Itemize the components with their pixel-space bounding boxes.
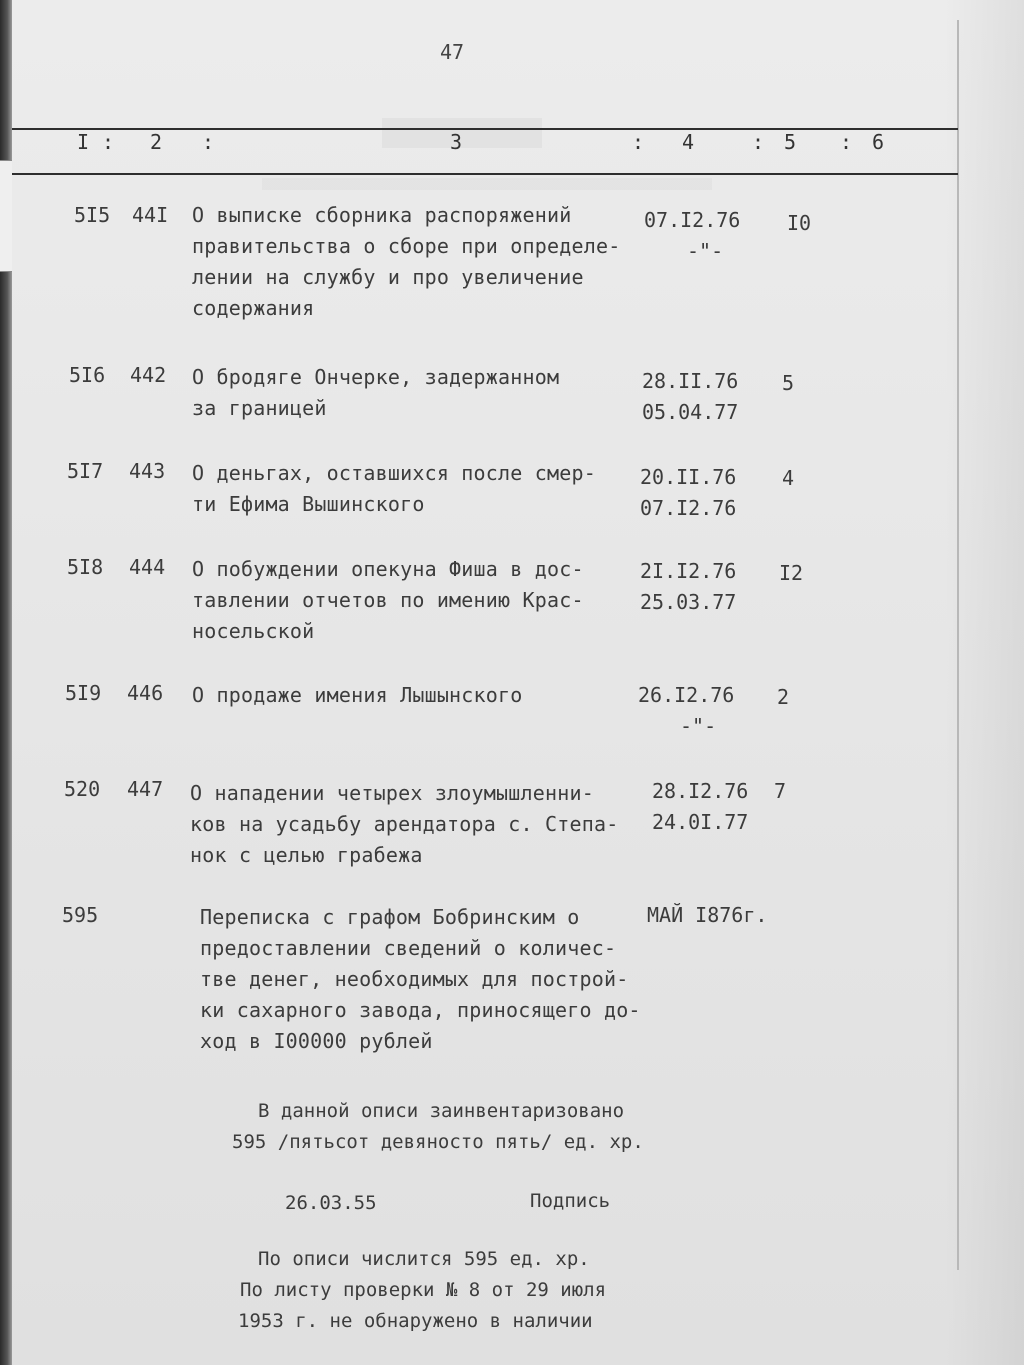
check-line: По описи числится 595 ед. хр. (258, 1248, 590, 1270)
row-number: 5I8 (67, 555, 104, 579)
row-sheet-count: 5 (782, 371, 795, 395)
row-date-start: 28.I2.76 (652, 779, 749, 803)
row-date-start: 07.I2.76 (644, 208, 741, 232)
header-rule-bottom (12, 173, 958, 175)
row-date-end: -"- (687, 239, 724, 263)
col-separator: : (840, 130, 853, 154)
col-separator: : (632, 130, 645, 154)
sheet-edge (957, 20, 959, 1270)
bleed-through-mark (262, 178, 712, 190)
row-number: 5I9 (65, 681, 102, 705)
document-page (12, 0, 1024, 1365)
col-header-4: 4 (682, 130, 695, 154)
row-title-line: нок с целью грабежа (190, 843, 423, 867)
row-title-line: лении на службу и про увеличение (192, 265, 584, 289)
row-title-line: тве денег, необходимых для построй- (200, 967, 629, 991)
summary-count-line: 595 /пятьсот девяносто пять/ ед. хр. (232, 1131, 644, 1153)
row-date-start: 28.II.76 (642, 369, 739, 393)
row-sheet-count: 2 (777, 685, 790, 709)
check-line: 1953 г. не обнаружено в наличии (238, 1310, 593, 1332)
col-separator: : (202, 130, 215, 154)
col-separator: : (102, 130, 115, 154)
row-date-end: 07.I2.76 (640, 496, 737, 520)
row-date-end: 24.0I.77 (652, 810, 749, 834)
col-header-3: 3 (450, 130, 463, 154)
row-title-line: О продаже имения Лышынского (192, 683, 523, 707)
row-title-line: ки сахарного завода, приносящего до- (200, 998, 641, 1022)
row-sheet-count: 7 (774, 779, 787, 803)
row-number: 5I6 (69, 363, 106, 387)
row-title-line: за границей (192, 396, 327, 420)
row-title-line: ход в I00000 рублей (200, 1029, 433, 1053)
signature-label: Подпись (530, 1190, 611, 1212)
page-number: 47 (439, 40, 465, 64)
row-number: 595 (62, 903, 99, 927)
row-date-start: 20.II.76 (640, 465, 737, 489)
row-old-number: 446 (127, 681, 164, 705)
row-number: 520 (64, 777, 101, 801)
row-number: 5I5 (74, 203, 111, 227)
row-title-line: Переписка с графом Бобринским о (200, 905, 580, 929)
row-title-line: предоставлении сведений о количес- (200, 936, 617, 960)
row-title-line: О побуждении опекуна Фиша в дос- (192, 557, 584, 581)
row-date-end: 25.03.77 (640, 590, 737, 614)
check-line: По листу проверки № 8 от 29 июля (240, 1279, 607, 1301)
row-title-line: О нападении четырех злоумышленни- (190, 781, 594, 805)
row-title-line: О деньгах, оставшихся после смер- (192, 461, 596, 485)
row-old-number: 443 (129, 459, 166, 483)
col-header-5: 5 (784, 130, 797, 154)
row-title-line: О бродяге Ончерке, задержанном (192, 365, 560, 389)
row-title-line: носельской (192, 619, 315, 643)
row-sheet-count: 4 (782, 466, 795, 490)
col-header-6: 6 (872, 130, 885, 154)
col-separator: : (752, 130, 765, 154)
row-old-number: 444 (129, 555, 166, 579)
row-sheet-count: I2 (779, 561, 804, 585)
row-sheet-count: I0 (787, 211, 812, 235)
row-date-start: 26.I2.76 (638, 683, 735, 707)
row-title-line: тавлении отчетов по имению Крас- (192, 588, 584, 612)
row-title-line: ти Ефима Вышинского (192, 492, 425, 516)
row-title-line: правительства о сборе при определе- (192, 234, 621, 258)
col-header-1: I (77, 130, 90, 154)
row-old-number: 442 (130, 363, 167, 387)
row-old-number: 447 (127, 777, 164, 801)
row-title-line: ков на усадьбу арендатора с. Степа- (190, 812, 619, 836)
row-number: 5I7 (67, 459, 104, 483)
row-date-start: 2I.I2.76 (640, 559, 737, 583)
row-title-line: О выписке сборника распоряжений (192, 203, 572, 227)
row-date-start: МАЙ I876г. (647, 903, 768, 927)
row-date-end: -"- (680, 714, 717, 738)
summary-line: В данной описи заинвентаризовано (258, 1100, 625, 1122)
summary-date: 26.03.55 (285, 1192, 377, 1214)
row-date-end: 05.04.77 (642, 400, 739, 424)
col-header-2: 2 (150, 130, 163, 154)
row-old-number: 44I (132, 203, 169, 227)
row-title-line: содержания (192, 296, 315, 320)
